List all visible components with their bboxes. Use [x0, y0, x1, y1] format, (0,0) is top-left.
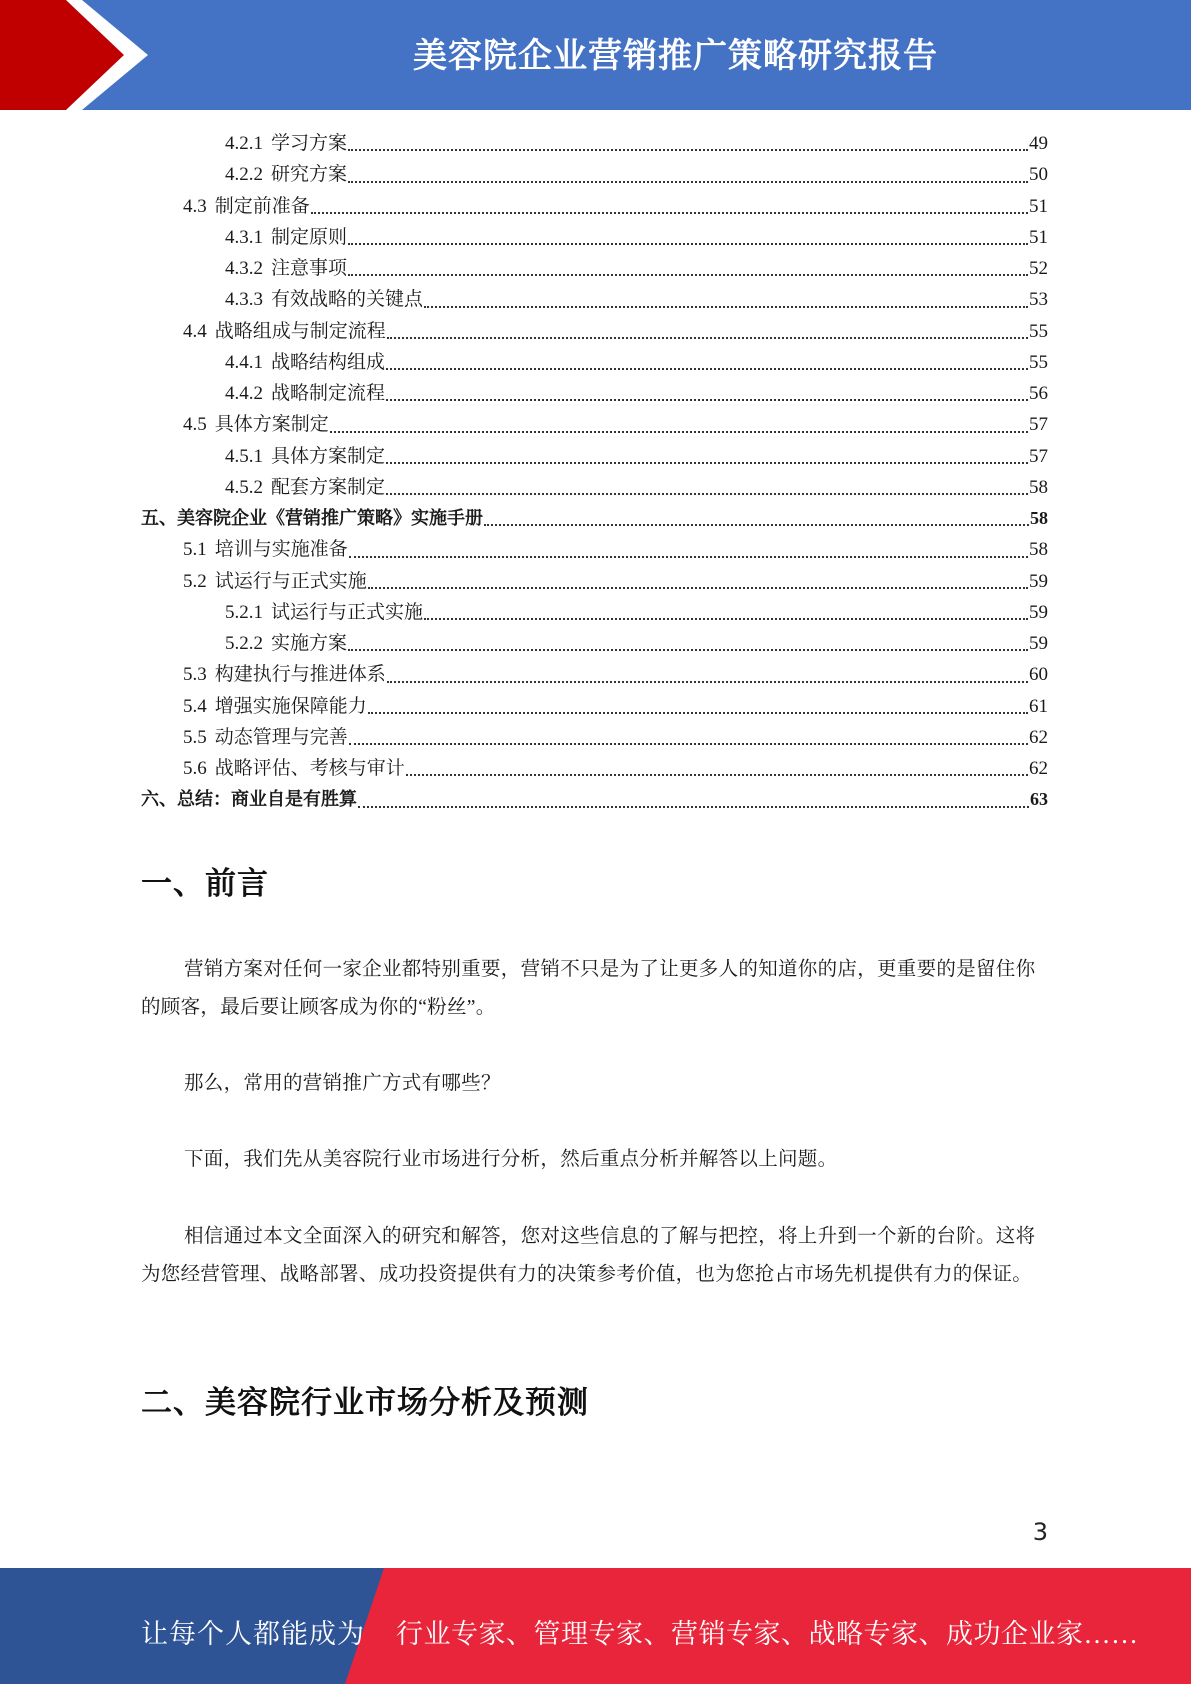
toc-dot-leader: [330, 430, 1028, 433]
footer-slogan-right: 行业专家、管理专家、营销专家、战略专家、成功企业家……: [396, 1619, 1139, 1649]
toc-entry-title: 美容院企业《营销推广策略》实施手册: [177, 508, 483, 529]
paragraph-1: 营销方案对任何一家企业都特别重要，营销不只是为了让更多人的知道你的店，更重要的是留住你的顾客，最后要让顾客成为你的“粉丝”。: [141, 959, 1036, 1018]
toc-entry-title: 配套方案制定: [271, 476, 386, 498]
toc-dot-leader: [484, 523, 1029, 526]
toc-entry-number: 4.4.2: [225, 383, 263, 404]
toc-entry-title: 实施方案: [271, 633, 348, 654]
toc-entry-page: 60: [1029, 664, 1048, 686]
toc-entry-number: 六、: [141, 789, 177, 811]
toc-dot-leader: [424, 305, 1028, 308]
toc-dot-leader: [348, 148, 1028, 151]
toc-entry-number: 5.1: [183, 539, 207, 561]
toc-dot-leader: [349, 742, 1028, 745]
toc-dot-leader: [358, 805, 1029, 808]
toc-entry-number: 4.2.1: [225, 133, 263, 154]
toc-dot-leader: [406, 773, 1028, 776]
toc-entry-title: 具体方案制定: [214, 414, 329, 436]
toc-entry[interactable]: [141, 378, 1048, 409]
toc-entry-page: 55: [1029, 351, 1048, 373]
toc-entry-title: 总结：商业自是有胜算: [177, 789, 357, 811]
toc-dot-leader: [386, 367, 1028, 370]
toc-entry-page: 58: [1030, 508, 1048, 528]
toc-entry[interactable]: [141, 316, 1048, 347]
toc-entry[interactable]: [141, 284, 1048, 315]
toc-entry-page: 59: [1029, 601, 1048, 623]
toc-entry-number: 4.3: [183, 195, 207, 217]
toc-entry-number: 五、: [141, 508, 177, 529]
toc-entry-page: 55: [1029, 320, 1048, 342]
toc-entry-page: 59: [1029, 570, 1048, 592]
table-of-contents: [141, 128, 1048, 816]
toc-entry-page: 52: [1029, 258, 1048, 279]
paragraph-2: 那么，常用的营销推广方式有哪些？: [184, 1073, 501, 1094]
toc-entry-title: 构建执行与推进体系: [214, 664, 386, 686]
paragraph-3: 下面，我们先从美容院行业市场进行分析，然后重点分析并解答以上问题。: [184, 1149, 838, 1170]
toc-entry-title: 战略组成与制定流程: [214, 320, 386, 342]
toc-entry-title: 制定前准备: [214, 195, 310, 217]
toc-entry-number: 5.2: [183, 570, 207, 592]
toc-entry-title: 注意事项: [271, 258, 348, 279]
toc-entry[interactable]: [141, 253, 1048, 284]
toc-entry-title: 制定原则: [271, 226, 348, 248]
toc-dot-leader: [368, 586, 1028, 589]
toc-entry-title: 增强实施保障能力: [214, 695, 367, 717]
toc-entry-page: 58: [1029, 539, 1048, 561]
toc-entry-page: 53: [1029, 289, 1048, 311]
toc-dot-leader: [386, 398, 1028, 401]
toc-entry[interactable]: [141, 566, 1048, 597]
toc-entry-page: 62: [1029, 758, 1048, 779]
toc-entry-page: 59: [1029, 633, 1048, 654]
toc-entry-number: 5.5: [183, 726, 207, 748]
toc-dot-leader: [348, 180, 1028, 183]
toc-entry-number: 4.3.1: [225, 226, 263, 248]
toc-entry-page: 57: [1029, 414, 1048, 436]
toc-dot-leader: [424, 617, 1028, 620]
toc-entry[interactable]: [141, 597, 1048, 628]
toc-entry[interactable]: [141, 691, 1048, 722]
toc-dot-leader: [348, 273, 1028, 276]
toc-entry[interactable]: [141, 472, 1048, 503]
toc-entry-title: 战略评估、考核与审计: [214, 758, 405, 779]
toc-dot-leader: [387, 680, 1028, 683]
toc-entry[interactable]: [141, 441, 1048, 472]
toc-entry-number: 4.4: [183, 320, 207, 342]
toc-entry[interactable]: [141, 191, 1048, 222]
toc-entry-number: 4.2.2: [225, 164, 263, 186]
toc-entry-page: 51: [1029, 226, 1048, 248]
toc-entry-title: 具体方案制定: [271, 445, 386, 467]
toc-dot-leader: [348, 242, 1028, 245]
toc-entry-page: 56: [1029, 383, 1048, 404]
toc-entry[interactable]: [141, 784, 1048, 815]
toc-dot-leader: [311, 211, 1028, 214]
toc-entry-number: 4.4.1: [225, 351, 263, 373]
toc-entry-title: 战略结构组成: [271, 351, 386, 373]
section-heading-market-analysis: 二、美容院行业市场分析及预测: [141, 1385, 589, 1421]
toc-entry-page: 51: [1029, 195, 1048, 217]
page-footer: [0, 1568, 1191, 1684]
toc-entry-title: 试运行与正式实施: [271, 601, 424, 623]
toc-entry[interactable]: [141, 222, 1048, 253]
toc-entry-number: 5.2.1: [225, 601, 263, 623]
toc-entry-number: 4.5.2: [225, 476, 263, 498]
toc-entry[interactable]: [141, 128, 1048, 159]
toc-dot-leader: [386, 461, 1028, 464]
page-header: [0, 0, 1191, 110]
toc-entry-page: 50: [1029, 164, 1048, 186]
toc-entry-number: 5.3: [183, 664, 207, 686]
toc-entry-number: 4.5: [183, 414, 207, 436]
toc-entry-title: 战略制定流程: [271, 383, 386, 404]
paragraph-4: 相信通过本文全面深入的研究和解答，您对这些信息的了解与把控，将上升到一个新的台阶。这将为您经营管理、战略部署、成功投资提供有力的决策参考价值，也为您抢占市场先机提供有力的保证。: [141, 1226, 1036, 1285]
toc-entry-title: 动态管理与完善: [214, 726, 348, 748]
toc-entry-number: 4.3.2: [225, 258, 263, 279]
toc-entry[interactable]: [141, 628, 1048, 659]
toc-entry-title: 学习方案: [271, 133, 348, 154]
toc-entry[interactable]: [141, 534, 1048, 565]
toc-entry[interactable]: [141, 753, 1048, 784]
toc-entry-page: 63: [1030, 789, 1048, 810]
toc-entry[interactable]: [141, 722, 1048, 753]
toc-dot-leader: [348, 648, 1028, 651]
toc-entry-page: 61: [1029, 695, 1048, 717]
toc-entry-title: 试运行与正式实施: [214, 570, 367, 592]
toc-entry-number: 5.4: [183, 695, 207, 717]
toc-entry[interactable]: [141, 659, 1048, 690]
toc-entry-page: 62: [1029, 726, 1048, 748]
toc-entry-number: 4.3.3: [225, 289, 263, 311]
toc-entry[interactable]: [141, 347, 1048, 378]
toc-dot-leader: [368, 711, 1028, 714]
toc-entry-page: 49: [1029, 133, 1048, 154]
toc-entry-title: 有效战略的关键点: [271, 289, 424, 311]
toc-entry-title: 培训与实施准备: [214, 539, 348, 561]
toc-dot-leader: [387, 336, 1028, 339]
toc-entry-number: 5.2.2: [225, 633, 263, 654]
header-chevron-decoration: [0, 0, 160, 110]
toc-entry-page: 58: [1029, 476, 1048, 498]
toc-entry-title: 研究方案: [271, 164, 348, 186]
toc-entry-page: 57: [1029, 445, 1048, 467]
toc-entry-number: 5.6: [183, 758, 207, 779]
page-number: 3: [1032, 1518, 1048, 1546]
footer-slogan-left: 让每个人都能成为: [141, 1619, 365, 1649]
toc-entry[interactable]: [141, 409, 1048, 440]
toc-entry[interactable]: [141, 503, 1048, 534]
toc-entry-number: 4.5.1: [225, 445, 263, 467]
toc-entry[interactable]: [141, 159, 1048, 190]
report-title: 美容院企业营销推广策略研究报告: [413, 36, 938, 76]
section-heading-preface: 一、前言: [141, 866, 269, 902]
toc-dot-leader: [386, 492, 1028, 495]
toc-dot-leader: [349, 555, 1028, 558]
